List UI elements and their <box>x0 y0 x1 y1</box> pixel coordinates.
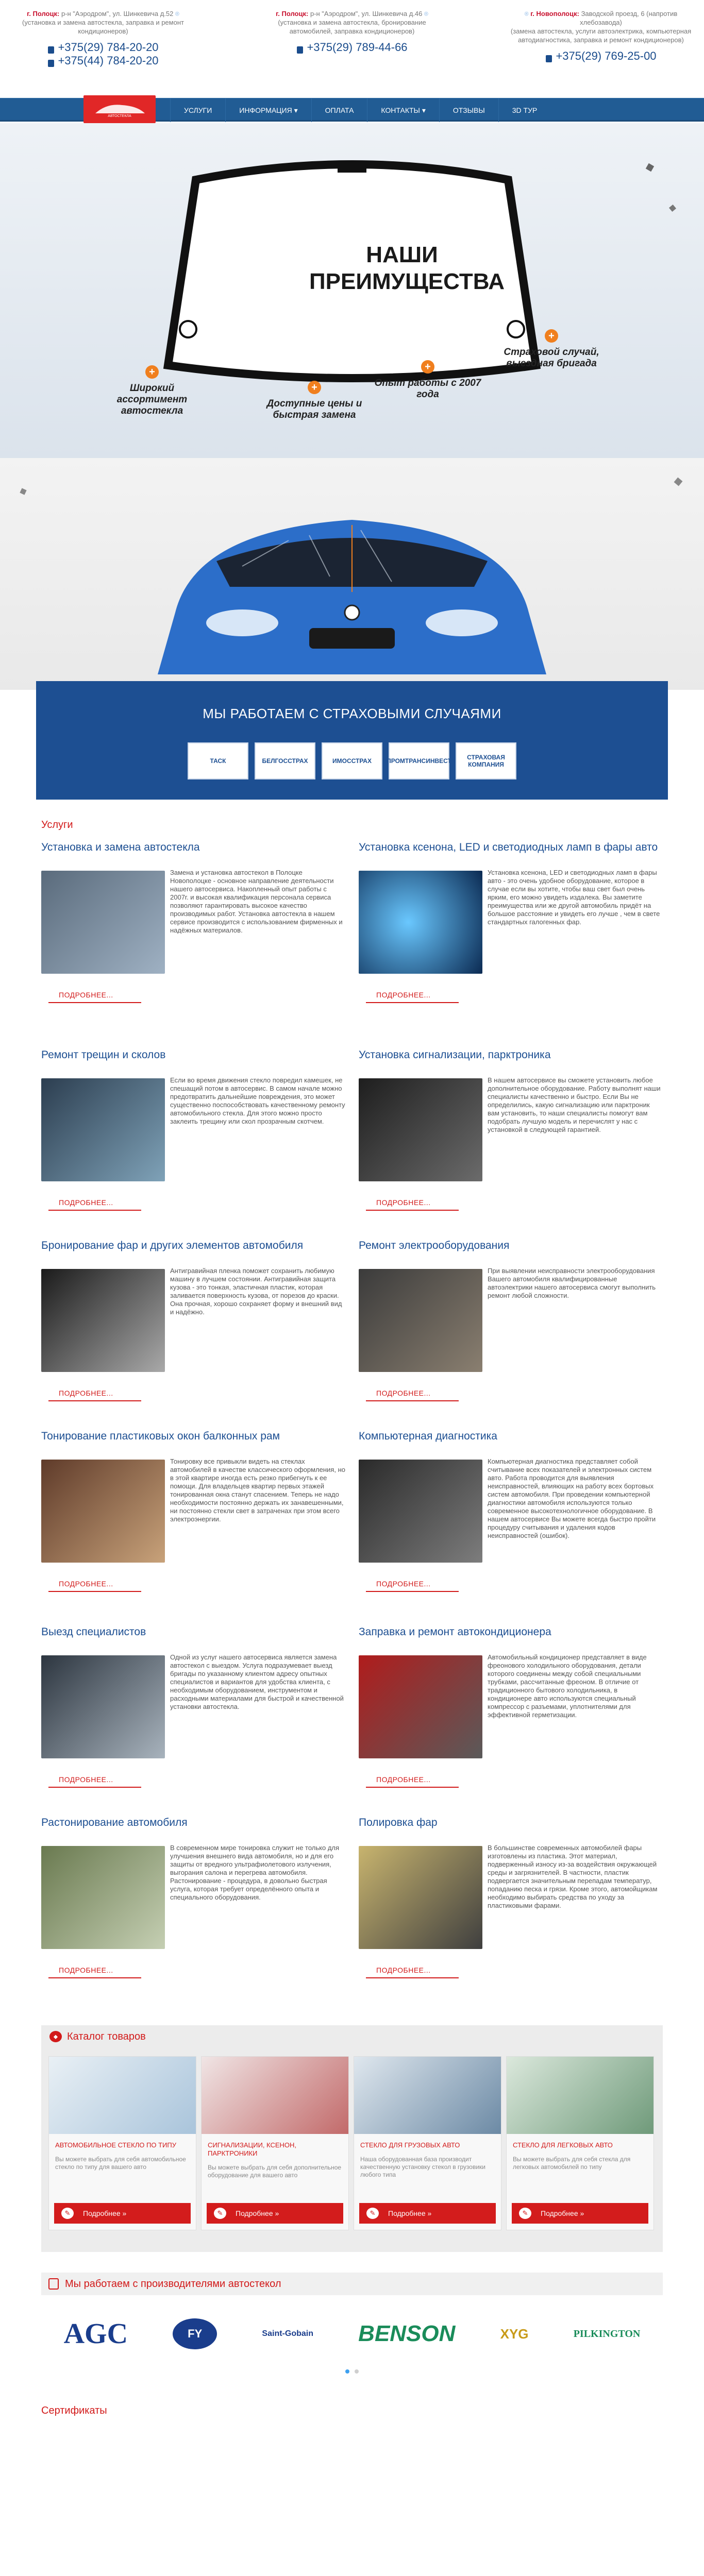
service-text: В нашем автосервисе вы сможете установить любое дополнительное оборудование. Работу выполнят наши специалисты качественно и быстро. Если Вы не определились, какую сигнализацию или парктроник вам установить, то наши специалисты помогут вам подобрать лучшую модель и перечислят у нас с установкой в следующей гарантией. <box>488 1076 661 1133</box>
chevron-down-icon: ▾ <box>294 106 298 114</box>
catalog-card-title[interactable]: СИГНАЛИЗАЦИИ, КСЕНОН, ПАРКТРОНИКИ <box>208 2141 297 2157</box>
nav-item-info[interactable]: ИНФОРМАЦИЯ ▾ <box>225 98 311 122</box>
catalog-card <box>354 2056 501 2230</box>
service-text: При выявлении неисправности электрооборудования Вашего автомобиля квалифицированные автоэлектрики нашего автосервиса смогут выполнить ремонт любой сложности. <box>488 1267 656 1299</box>
service-image[interactable] <box>359 1655 482 1758</box>
office-desc: (установка и замена автостекла, заправка и ремонт кондиционеров) <box>22 19 184 35</box>
catalog-more-button[interactable]: ✎ Подробнее » <box>359 2203 496 2224</box>
service-image[interactable] <box>41 1846 165 1949</box>
service-text: В современном мире тонировка служит не только для улучшения внешнего вида автомобиля, но и для его защиты от вредного ультрафиолетового излучения, выгорания салона и перегрева автомобиля. Растонирование - процедура, в довольно быстрая услуга, которая требует определённого опыта и специального оборудования. <box>170 1844 340 1901</box>
catalog-more-button[interactable]: ✎ Подробнее » <box>512 2203 648 2224</box>
hero-advantages <box>0 123 704 458</box>
more-button[interactable]: ПОДРОБНЕЕ... <box>366 1575 459 1592</box>
insurance-logo[interactable]: СТРАХОВАЯ КОМПАНИЯ <box>456 742 516 779</box>
phone-link[interactable]: +375(29) 789-44-66 <box>307 41 408 54</box>
more-button[interactable]: ПОДРОБНЕЕ... <box>366 1385 459 1401</box>
carousel-dot[interactable] <box>355 2369 359 2374</box>
catalog-card-title[interactable]: СТЕКЛО ДЛЯ ЛЕГКОВЫХ АВТО <box>513 2141 613 2149</box>
service-card <box>41 1430 350 1615</box>
partner-logo[interactable]: PILKINGTON <box>573 2328 641 2340</box>
service-title[interactable]: Установка ксенона, LED и светодиодных ламп в фары авто <box>359 841 658 853</box>
catalog-card-desc: Вы можете выбрать для себя стекла для легковых автомобилей по типу <box>513 2156 631 2171</box>
insurance-logo[interactable]: БЕЛГОССТРАХ <box>255 742 315 779</box>
partners-title: Мы работаем с производителями автостекол <box>65 2278 281 2290</box>
phone-link[interactable]: +375(29) 784-20-20 <box>58 41 159 54</box>
service-text: Одной из услуг нашего автосервиса является замена автостекол с выездом. Услуга подразумевает выезд бригады по указанному клиентом адресу опытных специалистов и вариантов для удобства клиента, с необходимым оборудованием, инструментом и расходными материалами для быстрой и качественной установки автостекла. <box>170 1653 344 1710</box>
office-city: г. Полоцк: <box>276 10 309 18</box>
catalog-icon: ⬥ <box>49 2031 62 2042</box>
service-image[interactable] <box>41 1078 165 1181</box>
catalog-card-title[interactable]: СТЕКЛО ДЛЯ ГРУЗОВЫХ АВТО <box>360 2141 460 2149</box>
services-title: Услуги <box>41 819 73 831</box>
catalog-card-desc: Вы можете выбрать для себя автомобильное стекло по типу для вашего авто <box>55 2156 186 2171</box>
catalog-card-desc: Наша оборудованная база производит качественную установку стекол в грузовики любого типа <box>360 2156 486 2178</box>
catalog-more-button[interactable]: ✎ Подробнее » <box>54 2203 191 2224</box>
partner-logo[interactable]: Saint-Gobain <box>262 2329 313 2338</box>
office-city: г. Новополоцк: <box>530 10 579 18</box>
service-card <box>41 841 350 1026</box>
plus-icon: + <box>421 360 434 374</box>
service-text: Компьютерная диагностика представляет собой считывание всех показателей и электронных систем авто. Работа проводится для выявления неисправностей, влияющих на работу всех бортовых систем автомобиля. При проведении компьютерной диагностики автомобиля используются только современное высокотехнологичное оборудование. В нашем автосервисе Вы можете всегда быстро пройти процедуру считывания и удаления кодов неисправностей (ошибок). <box>488 1458 656 1539</box>
service-text: Установка ксенона, LED и светодиодных ламп в фары авто - это очень удобное оборудование, которое в случае если вы хотите, чтобы ваш свет был очень ярким, его можно увидеть издалека. Вы заметите преимущества или же другой автомобиль придёт на большое расстояние и увидеть его лучше , чем в свете стандартных галогенных фар. <box>488 869 660 926</box>
catalog-title: Каталог товаров <box>67 2031 146 2042</box>
wrench-icon: ✎ <box>214 2208 226 2219</box>
nav-item-services[interactable]: УСЛУГИ <box>170 98 225 122</box>
nav-menu <box>170 98 550 122</box>
more-button[interactable]: ПОДРОБНЕЕ... <box>366 1771 459 1788</box>
catalog-image[interactable] <box>202 2057 348 2134</box>
service-text: Автомобильный кондиционер представляет в виде фреонового холодильного оборудования, детали которого соединены между собой специальными трубками, рассчитанные фреоном. В отличие от традиционного бытового холодильника, в кондиционере авто используются специальный компрессор с разъемами, уплотнителями для эффективной герметизации. <box>488 1653 647 1719</box>
carousel-dot[interactable] <box>345 2369 349 2374</box>
plus-icon: + <box>308 381 321 394</box>
catalog-image[interactable] <box>507 2057 653 2134</box>
nav-item-3d-tour[interactable]: 3D ТУР <box>498 98 551 122</box>
insurance-logo[interactable]: ПРОМТРАНСИНВЕСТ <box>389 742 449 779</box>
catalog-card-title[interactable]: АВТОМОБИЛЬНОЕ СТЕКЛО ПО ТИПУ <box>55 2141 176 2149</box>
service-card <box>359 1625 668 1811</box>
catalog-image[interactable] <box>49 2057 196 2134</box>
service-card <box>359 841 668 1026</box>
advantage-item: + Широкий ассортимент автостекла <box>116 366 188 416</box>
service-card <box>359 1048 668 1234</box>
catalog-cards <box>48 2056 657 2230</box>
partner-logo[interactable]: FY <box>173 2318 217 2349</box>
service-text: Тонировку все привыкли видеть на стеклах автомобилей в качестве классического оформления, но в этой квартире иногда есть резко прибегнуть к ее помощи. Для владельцев квартир первых этажей тонированная окна станут спасением. Теперь не надо необходимости постоянно держать их занавешенными, ни постоянно стекли свет в затраченах при этом всего электроэнергии. <box>170 1458 345 1523</box>
more-button[interactable]: ПОДРОБНЕЕ... <box>48 987 141 1003</box>
more-button[interactable]: ПОДРОБНЕЕ... <box>366 1194 459 1211</box>
phone-icon <box>545 53 552 61</box>
service-card <box>359 1816 668 2002</box>
hero-title: НАШИ ПРЕИМУЩЕСТВА <box>309 242 505 294</box>
service-image[interactable] <box>359 1460 482 1563</box>
office-2 <box>259 9 445 54</box>
wrench-icon: ✎ <box>519 2208 531 2219</box>
logo-car-icon <box>91 100 148 118</box>
office-street: р-н "Аэродром", ул. Шинкевича д.46 <box>310 10 423 18</box>
service-card <box>359 1239 668 1425</box>
more-button[interactable]: ПОДРОБНЕЕ... <box>366 1962 459 1978</box>
car-banner <box>0 458 704 690</box>
insurance-logo[interactable]: ИМОССТРАХ <box>322 742 382 779</box>
office-street: Заводской проезд, 6 (напротив хлебозавода) <box>580 10 678 26</box>
car-illustration <box>0 458 704 690</box>
more-button[interactable]: ПОДРОБНЕЕ... <box>48 1194 141 1211</box>
office-3 <box>508 9 694 63</box>
service-card <box>41 1048 350 1234</box>
phone-icon <box>47 44 55 52</box>
more-button[interactable]: ПОДРОБНЕЕ... <box>48 1771 141 1788</box>
service-title[interactable]: Ремонт электрооборудования <box>359 1240 510 1251</box>
insurance-block <box>36 681 668 800</box>
insurance-logo[interactable]: ТАСК <box>188 742 248 779</box>
service-title[interactable]: Выезд специалистов <box>41 1626 146 1638</box>
chevron-down-icon: ▾ <box>422 106 426 114</box>
advantage-item: + Страховой случай, выездная бригада <box>504 330 599 369</box>
service-title[interactable]: Компьютерная диагностика <box>359 1430 497 1442</box>
catalog-more-button[interactable]: ✎ Подробнее » <box>207 2203 343 2224</box>
service-text: В большинстве современных автомобилей фары изготовлены из пластика. Этот материал, подверженный износу из-за воздействия окружающей среды и загрязнителей. В частности, пластик подвергается значительным перепадам температур, попаданию песка и грязи. Кроме этого, автомойщикам необходимо выбирать средства по уходу за пластиковыми фарами. <box>488 1844 658 1909</box>
phone-icon <box>296 44 304 52</box>
document-icon <box>48 2278 59 2290</box>
catalog-card <box>201 2056 349 2230</box>
more-button[interactable]: ПОДРОБНЕЕ... <box>48 1385 141 1401</box>
site-logo[interactable] <box>83 95 156 123</box>
office-city: г. Полоцк: <box>27 10 60 18</box>
service-card <box>359 1430 668 1615</box>
service-image[interactable] <box>41 1269 165 1372</box>
service-title[interactable]: Установка и замена автостекла <box>41 841 200 853</box>
phone-link[interactable]: +375(29) 769-25-00 <box>556 49 657 62</box>
partners-block <box>41 2273 663 2375</box>
service-card <box>41 1816 350 2002</box>
advantage-item: + Доступные цены и быстрая замена <box>266 382 362 420</box>
office-1 <box>10 9 196 67</box>
more-button[interactable]: ПОДРОБНЕЕ... <box>366 987 459 1003</box>
plus-icon: + <box>545 329 558 343</box>
svg-text:АВТОСТЕКЛА: АВТОСТЕКЛА <box>108 114 131 118</box>
service-image[interactable] <box>41 1460 165 1563</box>
catalog-card-desc: Вы можете выбрать для себя дополнительное оборудование для вашего авто <box>208 2164 342 2179</box>
service-title[interactable]: Тонирование пластиковых окон балконных рам <box>41 1430 280 1442</box>
phone-link[interactable]: +375(44) 784-20-20 <box>58 54 159 67</box>
service-title[interactable]: Бронирование фар и других элементов автомобиля <box>41 1240 304 1251</box>
service-title[interactable]: Растонирование автомобиля <box>41 1817 188 1828</box>
catalog-card <box>506 2056 654 2230</box>
service-card <box>41 1239 350 1425</box>
partner-logo[interactable]: BENSON <box>358 2321 456 2346</box>
service-image[interactable] <box>359 1269 482 1372</box>
phone-icon <box>47 57 55 65</box>
service-image[interactable] <box>41 1655 165 1758</box>
wrench-icon: ✎ <box>366 2208 379 2219</box>
location-pin-icon: ⌾ <box>424 10 428 18</box>
nav-item-contacts[interactable]: КОНТАКТЫ ▾ <box>367 98 439 122</box>
service-image[interactable] <box>41 871 165 974</box>
nav-item-reviews[interactable]: ОТЗЫВЫ <box>439 98 498 122</box>
service-image[interactable] <box>359 871 482 974</box>
location-pin-icon: ⌾ <box>524 10 529 18</box>
more-button[interactable]: ПОДРОБНЕЕ... <box>48 1575 141 1592</box>
plus-icon: + <box>145 365 159 379</box>
nav-item-payment[interactable]: ОПЛАТА <box>311 98 367 122</box>
office-desc: (замена автостекла, услуги автоэлектрика, компьютерная автодиагностика, заправка и ремонт кондиционеров) <box>510 27 692 44</box>
office-street: р-н "Аэродром", ул. Шинкевича д.52 <box>61 10 174 18</box>
certificates-title: Сертификаты <box>41 2405 107 2416</box>
service-title[interactable]: Ремонт трещин и сколов <box>41 1049 166 1061</box>
catalog-card <box>48 2056 196 2230</box>
service-image[interactable] <box>359 1078 482 1181</box>
service-text: Антигравийная пленка поможет сохранить любимую машину в лучшем состоянии. Антигравийная защита кузова - это тонкая, эластичная пластик, которая заливается поверхность кузова, от порезов до краски. Она прочная, хорошо сохраняет форму и внешний вид и надёжно. <box>170 1267 342 1316</box>
wrench-icon: ✎ <box>61 2208 74 2219</box>
partner-logos <box>41 2306 663 2362</box>
service-image[interactable] <box>359 1846 482 1949</box>
header <box>0 0 704 103</box>
service-text: Если во время движения стекло повредил камешек, не спешащий потом в автосервис. В самом начале можно предотвратить дальнейшие повреждения, это может существенно поспособствовать качественному ремонту автомобильного стекла. Для этого можно просто заклеить трещину или скол прозрачным скотчем. <box>170 1076 345 1125</box>
insurance-logos <box>36 742 668 779</box>
service-card <box>41 1625 350 1811</box>
carousel-dots <box>41 2367 663 2375</box>
service-title[interactable]: Заправка и ремонт автокондиционера <box>359 1626 551 1638</box>
service-title[interactable]: Установка сигнализации, парктроника <box>359 1049 551 1061</box>
insurance-title: МЫ РАБОТАЕМ С СТРАХОВЫМИ СЛУЧАЯМИ <box>203 706 501 721</box>
advantage-item: + Опыт работы с 2007 года <box>374 361 481 400</box>
catalog-block <box>41 2025 663 2252</box>
service-text: Замена и установка автостекол в Полоцке Новополоцке - основное направление деятельности нашего автосервиса. Накопленный опыт работы с 2007г. и высокая квалификация персонала сервиса позволяют гарантировать высокое качество производимых работ. Установка автостекла в нашем сервисе производится с использованием фирменных и надёжных материалов. <box>170 869 343 934</box>
office-desc: (установка и замена автостекла, бронирование автомобилей, заправка кондиционеров) <box>278 19 426 35</box>
main-nav <box>0 98 704 122</box>
location-pin-icon: ⌾ <box>175 10 179 18</box>
catalog-image[interactable] <box>354 2057 501 2134</box>
partner-logo[interactable]: XYG <box>500 2326 529 2342</box>
more-button[interactable]: ПОДРОБНЕЕ... <box>48 1962 141 1978</box>
service-title[interactable]: Полировка фар <box>359 1817 438 1828</box>
partner-logo[interactable]: AGC <box>63 2318 128 2350</box>
